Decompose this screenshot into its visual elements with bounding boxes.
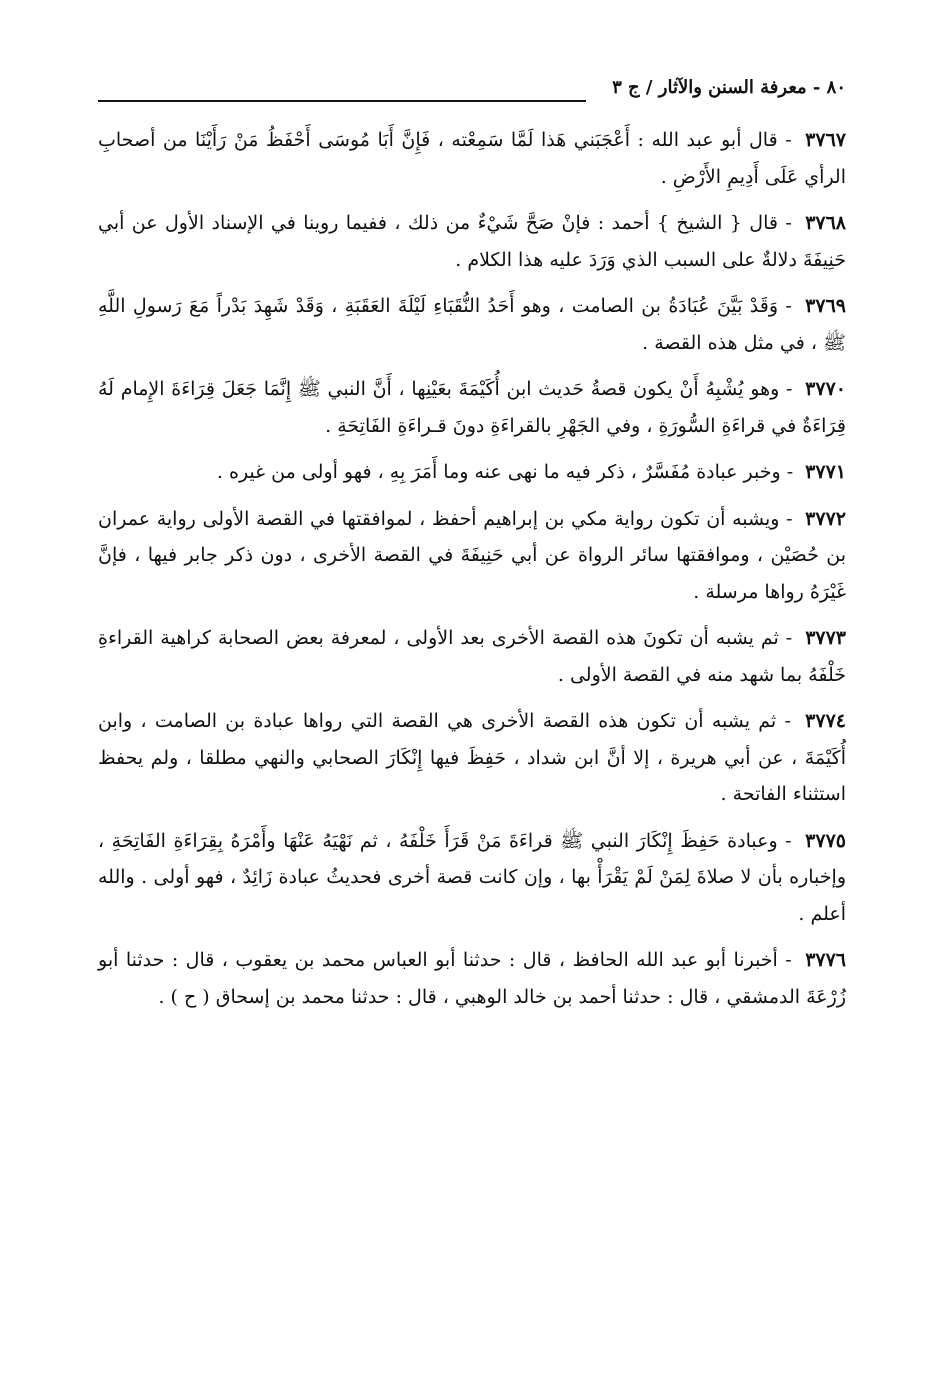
paragraph-3775 [98,823,846,933]
page-body [98,122,846,1025]
paragraph-number: ٣٧٧٥ [805,829,846,852]
paragraph-number: ٣٧٦٩ [805,295,846,317]
book-page [98,70,846,1350]
page-header [98,70,846,104]
running-head: ٨٠ - معرفة السنن والآثار / ج ٣ [612,76,846,98]
paragraph-number: ٣٧٧٦ [805,949,847,971]
paragraph-text: - وهو يُشْبِهُ أَنْ يكون قصةُ حَديث ابن أُكَيْمَةَ بعَيْنِها ، أَنَّ النبي ﷺ إِنَّمَا جَعَلَ قِرَاءَةَ الإِمام لَهُ قِرَاءَةٌ في قراءَةِ السُّورَةِ ، وفي الجَهْرِ بالقراءَةِ دونَ قـراءَةِ الفَاتِحَةِ . [98,378,846,437]
paragraph-number: ٣٧٦٧ [805,129,846,151]
paragraph-text: - ثم يشبه أن تكونَ هذه القصة الأخرى بعد الأولى ، لمعرفة بعض الصحابة كراهية القراءةِ خَلْفَهُ بما شهد منه في القصة الأولى . [98,627,846,686]
paragraph-number: ٣٧٧١ [805,461,846,483]
paragraph-text: - قال أبو عبد الله : أَعْجَبَني هَذا لَمَّا سَمِعْته ، فَإِنَّ أَبَا مُوسَى أَحْفَظُ مَنْ رَأَيْنَا من أصحابِ الرأي عَلَى أَدِيمِ الأَرْضِ . [98,129,846,188]
paragraph-number: ٣٧٧٢ [805,507,846,530]
paragraph-3773 [98,620,846,693]
header-rule [98,100,586,102]
paragraph-text: - وعبادة حَفِظَ إِنْكَارَ النبي ﷺ قراءَةَ مَنْ قَرَأَ خَلْفَهُ ، ثم نَهْيَهُ عَنْهَا وأَمْرَهُ بِقِرَاءَةِ الفَاتِحَةِ ، وإخباره بأن لا صلاةَ لِمَنْ لَمْ يَقْرَأْ بها ، وإن كانت قصة أخرى فحديثُ عبادة زَائِدٌ ، فهو أولى . والله أعلم . [98,829,846,925]
paragraph-text: - أخبرنا أبو عبد الله الحافظ ، قال : حدثنا أبو العباس محمد بن يعقوب ، قال : حدثنا أبو زُرْعَةَ الدمشقي ، قال : حدثنا أحمد بن خالد الوهبي ، قال : حدثنا محمد بن إسحاق ( ح ) . [98,949,846,1008]
paragraph-3774 [98,703,846,813]
paragraph-3771 [98,454,846,491]
paragraph-text: - ويشبه أن تكون رواية مكي بن إبراهيم أحفظ ، لموافقتها في القصة الأولى رواية عمران بن حُصَيْن ، وموافقتها سائر الرواة عن أبي حَنِيفَةَ في القصة الأخرى ، دون ذكر جابر فيها ، فإنَّ غَيْرَهُ رواها مرسلة . [98,507,846,603]
paragraph-3776 [98,942,846,1015]
paragraph-number: ٣٧٧٠ [805,378,846,400]
paragraph-3772 [98,501,846,611]
paragraph-text: - ثم يشبه أن تكون هذه القصة الأخرى هي القصة التي رواها عبادة بن الصامت ، وابن أُكَيْمَةَ ، عن أبي هريرة ، إلا أنَّ ابن شداد ، حَفِظَ فيها إِنْكَارَ الصحابي والنهي مطلقا ، ولم يحفظ استثناء الفاتحة . [98,710,846,805]
paragraph-3767 [98,122,846,195]
paragraph-number: ٣٧٧٤ [805,710,846,732]
paragraph-text: - وخبر عبادة مُفَسَّرٌ ، ذكر فيه ما نهى عنه وما أَمَرَ بِهِ ، فهو أولى من غيره . [216,461,794,483]
paragraph-number: ٣٧٧٣ [805,627,847,649]
paragraph-text: - وَقَدْ بَيَّنَ عُبَادَةُ بن الصامت ، وهو أَحَدُ النُّقَبَاءِ لَيْلَةَ العَقَبَةِ ، وَقَدْ شَهِدَ بَدْراً مَعَ رَسولِ اللَّهِ ﷺ ، في مثل هذه القصة . [98,295,846,354]
paragraph-number: ٣٧٦٨ [805,212,847,234]
paragraph-text: - قال { الشيخ } أحمد : فإنْ صَحَّ شَيْءٌ من ذلك ، ففيما روينا في الإسناد الأول عن أبي حَنِيفَةَ دلالةٌ على السبب الذي وَرَدَ عليه هذا الكلام . [98,212,846,271]
paragraph-3770 [98,371,846,444]
paragraph-3769 [98,288,846,361]
paragraph-3768 [98,205,846,278]
